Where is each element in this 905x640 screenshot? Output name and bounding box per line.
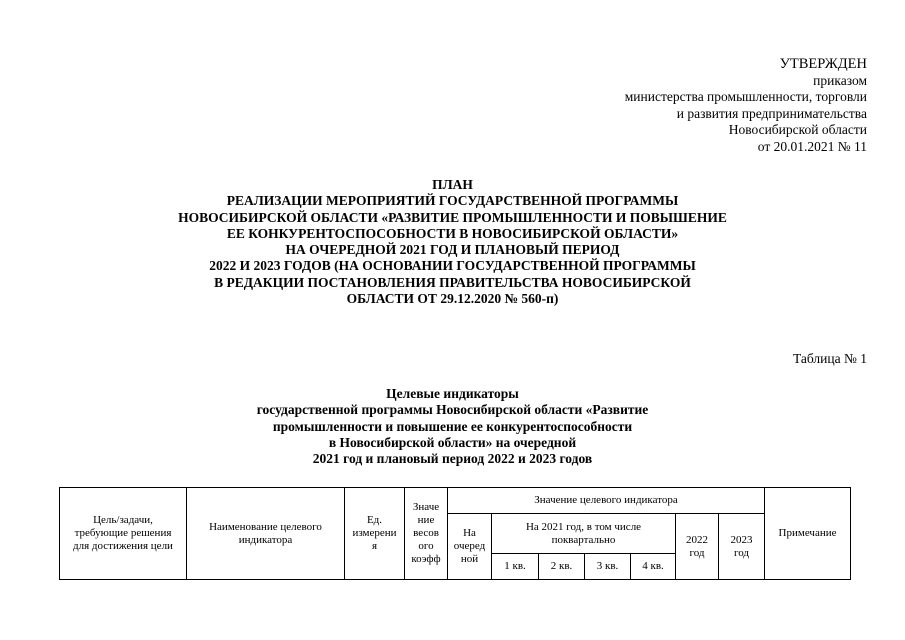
table-title (0, 386, 905, 467)
header-text: 2023 (730, 533, 753, 546)
header-goal (60, 488, 187, 580)
header-indicator-value: Значение целевого индикатора (448, 488, 765, 514)
header-text: требующие решения (74, 527, 172, 539)
header-text: 2022 (686, 533, 708, 546)
header-text: Цель/задачи, (93, 514, 153, 526)
subtitle-line: 2021 год и плановый период 2022 и 2023 годов (312, 451, 593, 467)
header-text: для достижения цели (73, 540, 173, 552)
header-text: коэфф (411, 553, 441, 565)
header-text: На 2021 год, в том числе (525, 520, 642, 533)
header-q3: 3 кв. (585, 554, 631, 580)
title-line: ЕЕ КОНКУРЕНТОСПОСОБНОСТИ В НОВОСИБИРСКОЙ ОБЛАСТИ» (226, 225, 679, 241)
header-text: год (734, 546, 750, 559)
header-text: Ед. (366, 514, 383, 526)
subtitle-line: государственной программы Новосибирской области «Развитие (256, 402, 649, 418)
header-q1: 1 кв. (492, 554, 539, 580)
header-text: поквартально (551, 533, 616, 546)
header-text: я (371, 540, 378, 552)
header-indicator-name (187, 488, 345, 580)
title-line: 2022 И 2023 ГОДОВ (НА ОСНОВАНИИ ГОСУДАРСТВЕННОЙ ПРОГРАММЫ (209, 258, 696, 274)
title-line: НОВОСИБИРСКОЙ ОБЛАСТИ «РАЗВИТИЕ ПРОМЫШЛЕННОСТИ И ПОВЫШЕНИЕ (178, 209, 727, 225)
approval-line: министерства промышленности, торговли (624, 89, 867, 104)
header-weight (405, 488, 448, 580)
header-note: Примечание (765, 488, 851, 580)
approval-heading: УТВЕРЖДЕН (779, 56, 867, 72)
approval-block (625, 56, 867, 155)
header-q2: 2 кв. (539, 554, 585, 580)
header-text: Значе (412, 501, 440, 513)
title-line: НА ОЧЕРЕДНОЙ 2021 ГОД И ПЛАНОВЫЙ ПЕРИОД (285, 242, 620, 258)
indicators-table (59, 487, 851, 580)
subtitle-line: Целевые индикаторы (386, 386, 519, 401)
approval-line: и развития предпринимательства (676, 105, 867, 121)
header-text: На (463, 527, 476, 539)
header-unit (345, 488, 405, 580)
subtitle-line: в Новосибирской области» на очередной (328, 434, 577, 450)
subtitle-line: промышленности и повышение ее конкурентоспособности (272, 418, 633, 434)
title-line: В РЕДАКЦИИ ПОСТАНОВЛЕНИЯ ПРАВИТЕЛЬСТВА НОВОСИБИРСКОЙ (214, 274, 691, 290)
approval-date: от 20.01.2021 № 11 (757, 138, 867, 154)
header-text: измерени (352, 527, 397, 539)
approval-line: приказом (813, 72, 867, 88)
header-text: ние (417, 514, 435, 526)
approval-line: Новосибирской области (728, 122, 867, 137)
table-number: Таблица № 1 (793, 351, 867, 366)
header-text: год (689, 546, 705, 559)
header-2023 (719, 514, 765, 580)
header-text: ого (418, 540, 434, 552)
title-line: ПЛАН (432, 177, 473, 192)
document-title (0, 177, 905, 307)
header-text: очеред (453, 540, 486, 552)
title-line: ОБЛАСТИ ОТ 29.12.2020 № 560-п) (346, 291, 559, 307)
header-text: весов (413, 527, 439, 539)
header-text: Наименование целевого (209, 520, 322, 533)
header-q4: 4 кв. (631, 554, 676, 580)
header-2021-quarterly (492, 514, 676, 554)
title-line: РЕАЛИЗАЦИИ МЕРОПРИЯТИЙ ГОСУДАРСТВЕННОЙ ПРОГРАММЫ (226, 193, 679, 209)
header-next-year (448, 514, 492, 580)
header-text: ной (460, 553, 479, 565)
header-2022 (676, 514, 719, 580)
header-text: индикатора (238, 533, 293, 546)
